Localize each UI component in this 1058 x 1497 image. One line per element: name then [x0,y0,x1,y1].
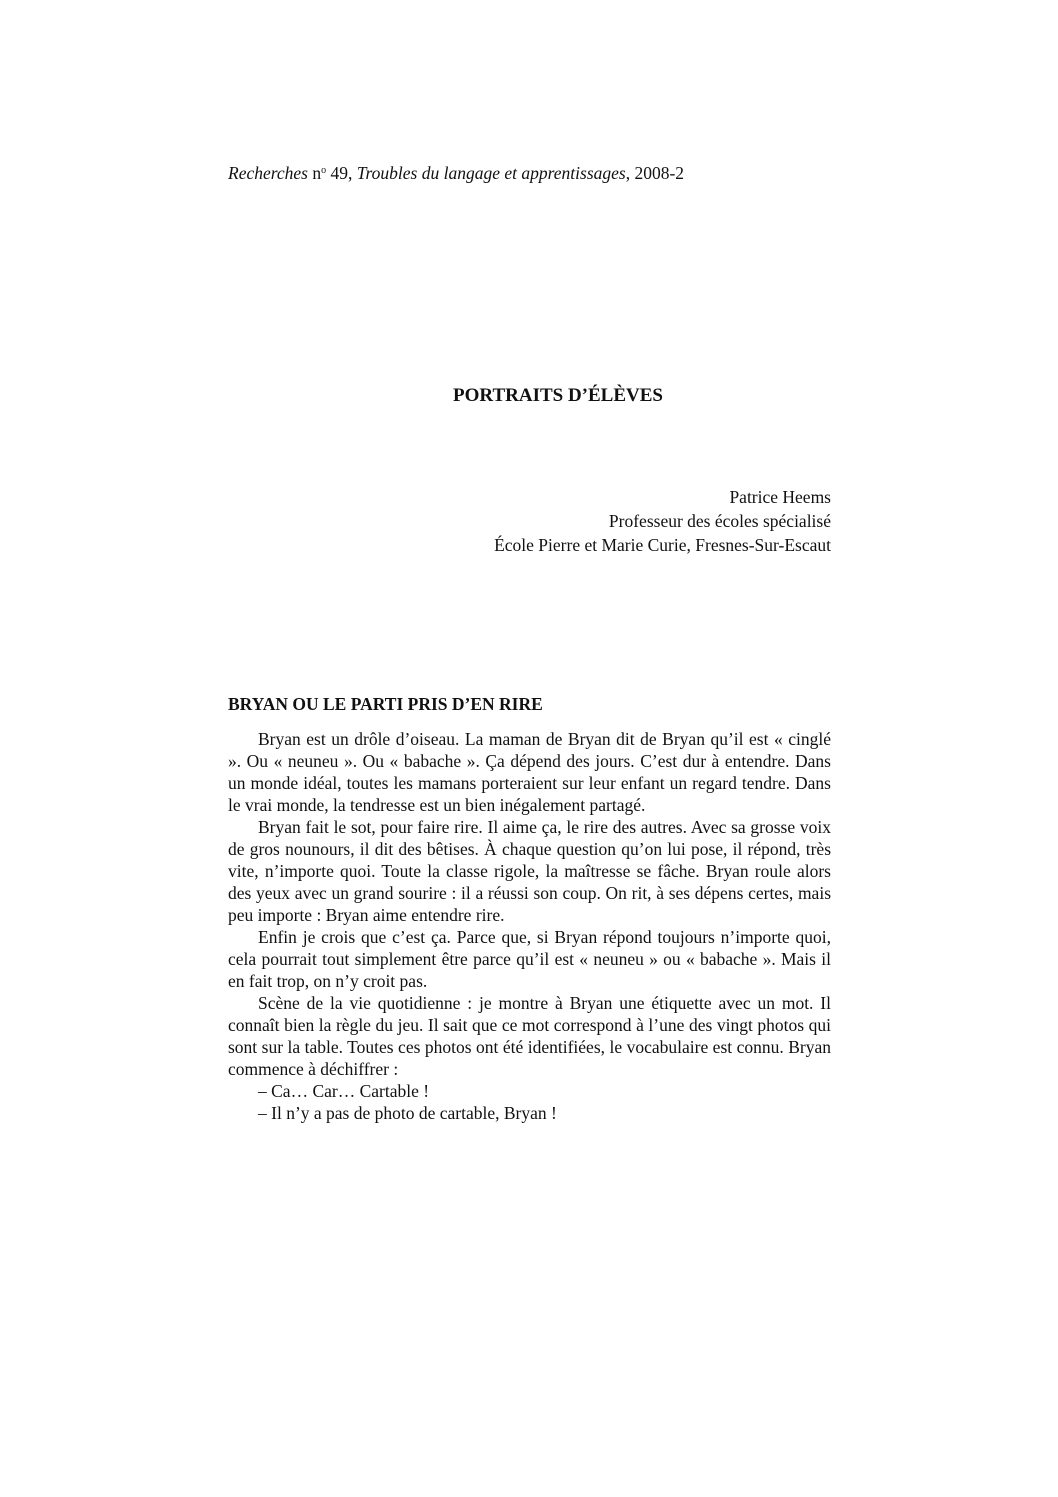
author-affiliation: École Pierre et Marie Curie, Fresnes-Sur-Escaut [494,535,831,555]
body-text [228,728,831,1124]
author-block [494,485,831,557]
paragraph: Bryan est un drôle d’oiseau. La maman de Bryan dit de Bryan qu’il est « cinglé ». Ou « neuneu ». Ou « babache ». Ça dépend des jours. C’est dur à entendre. Dans un monde idéal, toutes les mamans porteraient sur leur enfant un regard tendre. Dans le vrai monde, la tendresse est un bien inégalement partagé. [228,729,831,815]
author-name: Patrice Heems [729,487,831,507]
issue-title: Troubles du langage et apprentissages [356,163,626,183]
paragraph: Enfin je crois que c’est ça. Parce que, si Bryan répond toujours n’importe quoi, cela pourrait tout simplement être parce qu’il est « neuneu » ou « babache ». Mais il en fait trop, on n’y croit pas. [228,927,831,991]
issue-number-suffix: 49, [326,163,357,183]
issue-number-prefix: n [308,163,322,183]
paragraph: Bryan fait le sot, pour faire rire. Il aime ça, le rire des autres. Avec sa grosse voix de gros nounours, il dit des bêtises. À chaque question qu’on lui pose, il répond, très vite, n’importe quoi. Toute la classe rigole, la maîtresse se fâche. Bryan roule alors des yeux avec un grand sourire : il a réussi son coup. On rit, à ses dépens certes, mais peu importe : Bryan aime entendre rire. [228,817,831,925]
paragraph: Scène de la vie quotidienne : je montre à Bryan une étiquette avec un mot. Il connaît bien la règle du jeu. Il sait que ce mot correspond à l’une des vingt photos qui sont sur la table. Toutes ces photos ont été identifiées, le vocabulaire est connu. Bryan commence à déchiffrer : [228,993,831,1079]
section-heading: BRYAN OU LE PARTI PRIS D’EN RIRE [228,694,543,714]
issue-number-sup: o [321,165,327,176]
author-role: Professeur des écoles spécialisé [608,511,831,531]
journal-name: Recherches [228,163,308,183]
dialogue-line: – Il n’y a pas de photo de cartable, Bryan ! [258,1103,557,1123]
dialogue-line: – Ca… Car… Cartable ! [258,1081,430,1101]
journal-header [228,160,684,184]
issue-year: , 2008-2 [625,163,685,183]
article-title: PORTRAITS D’ÉLÈVES [453,385,663,406]
